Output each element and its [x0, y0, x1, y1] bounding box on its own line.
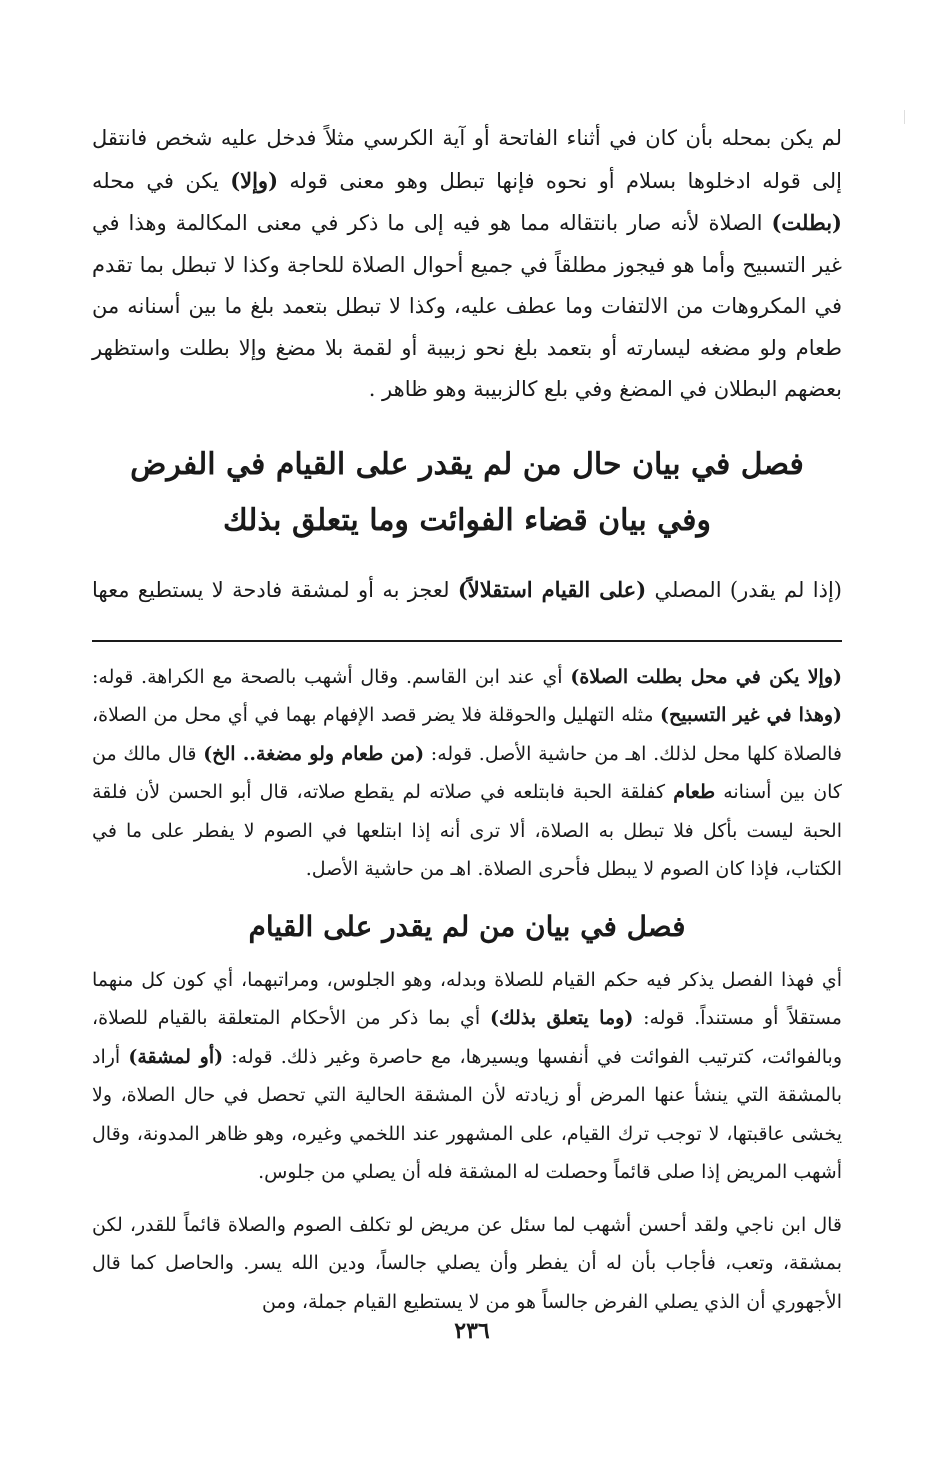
- commentary-quote: (من طعام ولو مضغة.. الخ): [203, 742, 425, 765]
- main-text-run: الصلاة لأنه صار بانتقاله مما هو فيه إلى ما ذكر في معنى المكالمة وهذا في غير التسبيح وأما هو فيجوز مطلقاً في جميع أحوال الصلاة للحاجة وكذا لا تبطل بما تقدم في المكروهات من الالتفات وما عطف عليه، وكذا لا تبطل بتعمد بلغ ما بين أسنانه من طعام ولو مضغه ليسارته أو بتعمد بلغ نحو زبيبة أو لقمة بلا مضغ وإلا بطلت واستظهر بعضهم البطلان في المضغ وفي بلع كالزبيبة وهو ظاهر .: [92, 211, 842, 401]
- commentary-text-run: أراد بالمشقة التي ينشأ عنها المرض أو زيادته لأن المشقة الحالية التي تحصل في حال الصلاة، ولا يخشى عاقبتها، لا توجب ترك القيام، على المشهور عند اللخمي وغيره، وهو ظاهر المدونة، وقال أشهب المريض إذا صلى قائماً وحصلت له المشقة فله أن يصلي من جلوس.: [92, 1045, 842, 1183]
- intro-quote: (على القيام استقلالاً): [457, 576, 647, 602]
- commentary-quote: (وإلا يكن في محل بطلت الصلاة): [570, 665, 842, 688]
- commentary-section-heading: فصل في بيان من لم يقدر على القيام: [248, 909, 686, 943]
- main-quote-wa-illa: (وإلا): [230, 167, 279, 193]
- commentary-quote: (وهذا في غير التسبيح): [659, 704, 843, 726]
- commentary-text-run: أي فهذا الفصل يذكر فيه حكم القيام للصلاة وبدله، وهو الجلوس، ومراتبهما، أي كون كل منهما مستقلاً أو مستنداً. قوله:: [92, 968, 842, 1029]
- commentary-quote: (أو لمشقة): [128, 1045, 224, 1068]
- commentary-text-run: كفلقة الحبة فابتلعه في صلاته لم يقطع صلاته، قال أبو الحسن لأن فلقة الحبة ليست بأكل فلا تبطل به الصلاة، ألا ترى أنه إذا ابتلعها في الصوم لا يفطر على ما في الكتاب، فإذا كان الصوم لا يبطل فأحرى الصلاة. اهـ من حاشية الأصل.: [92, 781, 842, 880]
- intro-text-run: (إذا لم يقدر) المصلي: [646, 577, 842, 602]
- commentary-text-run: أي عند ابن القاسم. وقال أشهب بالصحة مع الكراهة. قوله:: [92, 665, 571, 688]
- main-text-run: لم يكن بمحله بأن كان في أثناء الفاتحة أو آية الكرسي مثلاً فدخل عليه شخص فانتقل إلى قوله ادخلوها بسلام أو نحوه فإنها تبطل وهو معنى قوله: [92, 126, 842, 193]
- commentary-paragraph-1: [92, 658, 842, 889]
- commentary-text-run: أي بما ذكر من الأحكام المتعلقة بالقيام للصلاة، وبالفوائت، كترتيب الفوائت في أنفسها ويسيرها، مع حاصرة وغير ذلك. قوله:: [92, 1007, 842, 1068]
- section-heading-line-1: فصل في بيان حال من لم يقدر على القيام في الفرض: [130, 446, 804, 482]
- section-heading-line-2: وفي بيان قضاء الفوائت وما يتعلق بذلك: [222, 502, 711, 538]
- main-quote-batalat: (بطلت): [771, 210, 842, 235]
- footnote-divider: [92, 640, 842, 642]
- commentary-quote: (وما يتعلق بذلك): [490, 1007, 634, 1029]
- commentary-quote: طعام: [673, 781, 716, 803]
- book-page: [92, 118, 842, 1321]
- main-paragraph: [92, 118, 842, 411]
- intro-text-run: لعجز به أو لمشقة فادحة لا يستطيع معها: [92, 577, 458, 602]
- page-number: ٢٣٦: [454, 1318, 490, 1344]
- commentary-text-run: قال مالك من كان بين أسنانه: [92, 742, 842, 803]
- margin-mark: [904, 110, 911, 124]
- commentary-text-run: مثله التهليل والحوقلة فلا يضر قصد الإفهام بهما في أي محل من الصلاة، فالصلاة كلها محل لذلك. اهـ من حاشية الأصل. قوله:: [92, 704, 842, 765]
- commentary-paragraph-3: قال ابن ناجي ولقد أحسن أشهب لما سئل عن مريض لو تكلف الصوم والصلاة قائماً للقدر، لكن بمشقة، وتعب، فأجاب بأن له أن يفطر وأن يصلي جالساً، ودين الله يسر. والحاصل كما قال الأجهوري أن الذي يصلي الفرض جالساً هو من لا يستطيع القيام جملة، ومن: [92, 1213, 842, 1313]
- commentary-paragraph-2: [92, 961, 842, 1192]
- main-text-run: يكن في محله: [92, 168, 231, 193]
- section-intro-line: [92, 569, 842, 611]
